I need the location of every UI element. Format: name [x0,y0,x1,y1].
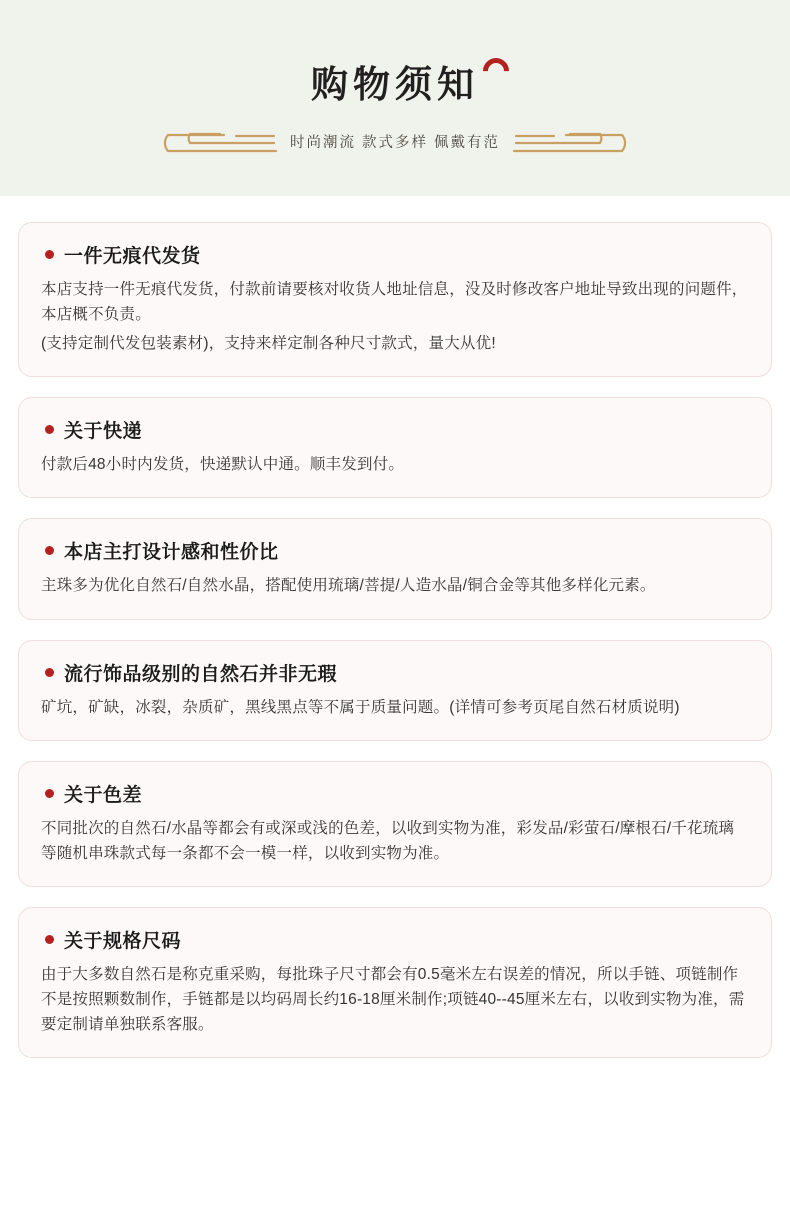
bullet-dot-icon [45,935,54,944]
banner-content [0,62,790,154]
notice-card-head [41,780,749,807]
banner-title-wrap [311,62,479,106]
notice-paragraph: 不同批次的自然石/水晶等都会有或深或浅的色差，以收到实物为准，彩发品/彩萤石/摩根石/千花琉璃等随机串珠款式每一条都不会一模一样，以收到实物为准。 [41,819,735,862]
bullet-dot-icon [45,668,54,677]
banner-subtitle-row [0,128,790,154]
notice-card [18,397,772,498]
notice-paragraph: 付款后48小时内发货，快递默认中通。顺丰发到付。 [41,456,405,474]
crescent-moon-icon [478,53,515,90]
notice-paragraph: 矿坑，矿缺，冰裂，杂质矿，黑线黑点等不属于质量问题。(详情可参考页尾自然石材质说明) [41,698,680,716]
bullet-dot-icon [45,250,54,259]
page-title: 购物须知 [311,62,479,106]
notice-card-body [41,695,749,720]
notice-card-title: 本店主打设计感和性价比 [64,542,279,564]
bullet-dot-icon [45,789,54,798]
notice-card-body [41,962,749,1037]
notice-card-body [41,452,749,477]
notice-card-body [41,277,749,356]
page-header-banner [0,0,790,196]
notice-card-body [41,573,749,598]
notice-card-head [41,926,749,953]
notice-card-head [41,537,749,564]
page-subtitle: 时尚潮流 款式多样 佩戴有范 [289,134,501,151]
notice-card-title: 关于规格尺码 [64,930,182,952]
notice-card [18,518,772,619]
bullet-dot-icon [45,546,54,555]
notice-card-title: 关于色差 [64,784,143,806]
notice-card [18,640,772,741]
notice-card-title: 关于快递 [64,421,143,443]
notice-card-body [41,816,749,866]
notice-card-head [41,659,749,686]
bullet-dot-icon [45,425,54,434]
notice-card-title: 一件无痕代发货 [64,246,201,267]
notice-list [0,196,790,1058]
notice-paragraph: (支持定制代发包装素材)，支持来样定制各种尺寸款式，量大从优! [41,335,496,353]
notice-paragraph: 主珠多为优化自然石/自然水晶，搭配使用琉璃/菩提/人造水晶/铜合金等其他多样化元素。 [41,577,656,595]
notice-paragraph: 由于大多数自然石是称克重采购，每批珠子尺寸都会有0.5毫米左右误差的情况，所以手链、项链制作不是按照颗数制作，手链都是以均码周长约16-18厘米制作;项链40--45厘米左右，以收到实物为准，需要定制请单独联系客服。 [41,965,745,1034]
notice-card-title: 流行饰品级别的自然石并非无瑕 [64,663,338,685]
notice-card [18,761,772,887]
ornament-right-icon [512,128,662,154]
ornament-left-icon [128,128,278,154]
notice-card-head [41,241,749,268]
notice-card-head [41,416,749,443]
notice-card [18,907,772,1058]
notice-paragraph: 本店支持一件无痕代发货，付款前请要核对收货人地址信息，没及时修改客户地址导致出现的问题件，本店概不负责。 [41,281,748,324]
notice-card [18,222,772,377]
